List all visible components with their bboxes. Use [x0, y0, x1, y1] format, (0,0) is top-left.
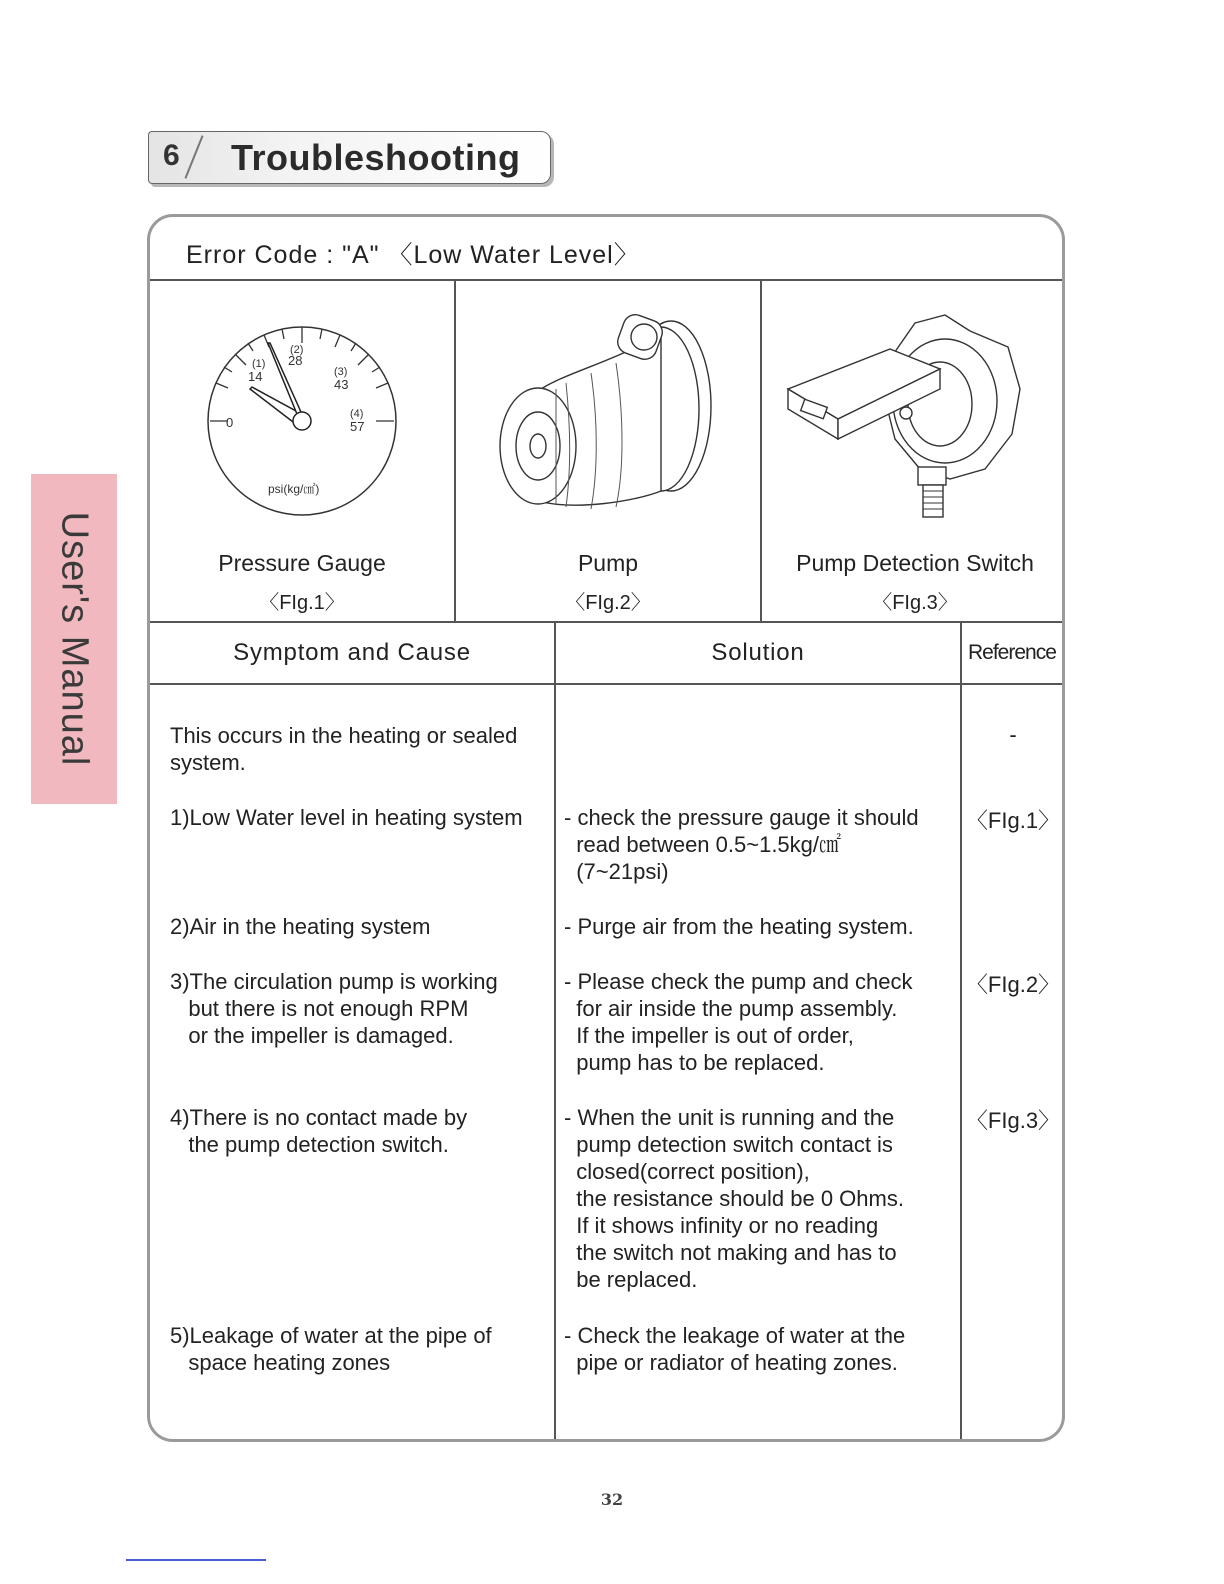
side-tab-label: User's Manual: [53, 511, 96, 767]
figure-caption-pump: Pump: [577, 550, 639, 576]
divider: [554, 621, 556, 1442]
section-header: [148, 131, 551, 184]
figure-caption-pump-detection-switch: Pump Detection Switch: [796, 550, 1034, 576]
svg-text:psi(kg/㎠): psi(kg/㎠): [268, 482, 320, 496]
divider: [150, 279, 1065, 281]
svg-text:43: 43: [334, 377, 349, 392]
row-4-symptom: 4)There is no contact made by the pump detection switch.: [170, 1105, 468, 1157]
figure-caption-pressure-gauge: Pressure Gauge: [218, 550, 386, 576]
svg-text:28: 28: [288, 353, 303, 368]
footer-line: [126, 1559, 266, 1561]
section-title: Troubleshooting: [231, 137, 521, 178]
error-code-title: Error Code : "A" 〈Low Water Level〉: [186, 241, 640, 269]
header-symptom: Symptom and Cause: [233, 639, 471, 666]
section-number: 6: [163, 139, 180, 172]
header-solution: Solution: [711, 639, 805, 666]
figure-ref-2: 〈FIg.2〉: [565, 592, 651, 614]
pump-detection-switch-figure: [780, 309, 1030, 529]
pressure-gauge-figure: [202, 321, 402, 521]
svg-text:(4): (4): [350, 408, 364, 420]
row-1-solution: - check the pressure gauge it should read between 0.5~1.5kg/㎠ (7~21psi): [564, 805, 919, 884]
row-3-reference: 〈FIg.2〉: [965, 972, 1061, 997]
troubleshooting-frame: [147, 214, 1065, 1442]
row-1-reference: 〈FIg.1〉: [965, 808, 1061, 833]
row-5-solution: - Check the leakage of water at the pipe or radiator of heating zones.: [564, 1323, 906, 1375]
side-tab: [31, 474, 117, 804]
row-4-reference: 〈FIg.3〉: [965, 1108, 1061, 1133]
pump-figure: [496, 311, 726, 521]
row-3-symptom: 3)The circulation pump is working but there is not enough RPM or the impeller is damaged.: [170, 969, 498, 1048]
intro-reference: -: [1009, 722, 1017, 747]
section-divider: [184, 135, 203, 178]
svg-text:(3): (3): [334, 366, 348, 378]
svg-text:(1): (1): [252, 358, 266, 370]
row-4-solution: - When the unit is running and the pump detection switch contact is closed(correct position), the resistance should be 0 Ohms. If it shows infinity or no reading the switch not making and has to be replaced.: [564, 1105, 904, 1292]
row-3-solution: - Please check the pump and check for air inside the pump assembly. If the impeller is out of order, pump has to be replaced.: [564, 969, 913, 1075]
svg-text:0: 0: [226, 415, 234, 430]
svg-text:57: 57: [350, 419, 365, 434]
divider: [150, 621, 1065, 623]
divider: [150, 683, 1065, 685]
svg-text:(2): (2): [290, 344, 304, 356]
page-number: 32: [600, 1490, 624, 1509]
row-2-solution: - Purge air from the heating system.: [564, 914, 914, 939]
row-5-symptom: 5)Leakage of water at the pipe of space heating zones: [170, 1323, 492, 1375]
svg-text:14: 14: [248, 369, 263, 384]
figure-ref-1: 〈FIg.1〉: [259, 592, 345, 614]
intro-symptom: This occurs in the heating or sealed system.: [170, 723, 518, 775]
row-1-symptom: 1)Low Water level in heating system: [170, 805, 523, 830]
divider: [960, 621, 962, 1442]
row-2-symptom: 2)Air in the heating system: [170, 914, 431, 939]
header-reference: Reference: [968, 641, 1056, 664]
figure-ref-3: 〈FIg.3〉: [872, 592, 958, 614]
